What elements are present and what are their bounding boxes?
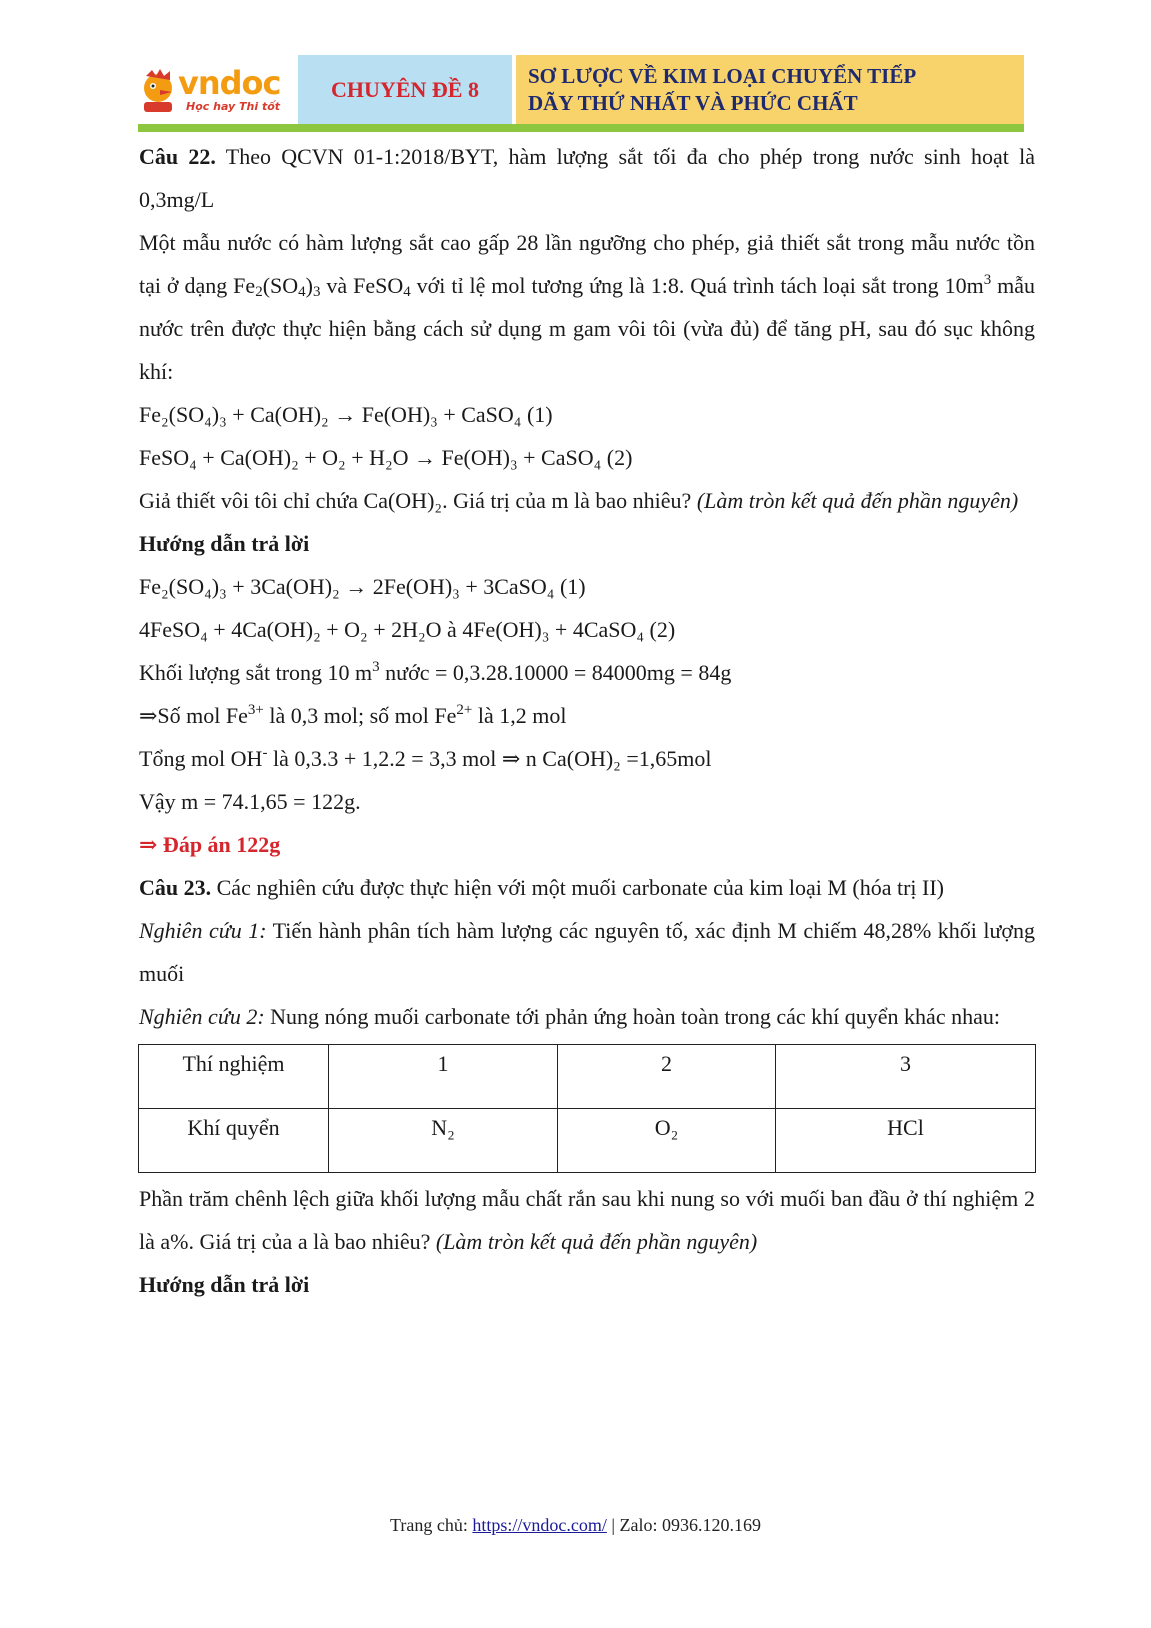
topic-box — [298, 55, 512, 125]
chapter-title-line2: DÃY THỨ NHẤT VÀ PHỨC CHẤT — [528, 91, 858, 115]
mascot-icon — [138, 68, 180, 114]
homepage-link[interactable]: https://vndoc.com/ — [472, 1515, 607, 1535]
table-cell: Thí nghiệm — [139, 1045, 329, 1109]
q22-solution-eq2: 4FeSO₄ + 4Ca(OH)₂ + O₂ + 2H₂O à 4Fe(OH)₃ + 4CaSO₄ (2) — [139, 617, 676, 642]
q22-solution-result: Vậy m = 74.1,65 = 122g. — [139, 789, 361, 814]
q22-answer: ⇒ Đáp án 122g — [139, 832, 281, 857]
experiment-table — [138, 1044, 1036, 1173]
q22-solution-moles: ⇒Số mol $Fe^{3+}$ là 0,3 mol; số mol $Fe^{2+}$ là 1,2 mol — [139, 702, 567, 728]
q22-solution-mass: Khối lượng sắt trong 10 $m^3$ nước = 0,3.28.10000 = 84000mg = 84g — [139, 659, 732, 685]
page-footer: Trang chủ: https://vndoc.com/ | Zalo: 0936.120.169 — [390, 1515, 761, 1535]
q23-study-2: Nghiên cứu 2: Nung nóng muối carbonate tới phản ứng hoàn toàn trong các khí quyển khác nhau: — [139, 1004, 1000, 1029]
chapter-title-line1: SƠ LƯỢC VỀ KIM LOẠI CHUYỂN TIẾP — [528, 64, 917, 88]
logo-slogan: Học hay Thi tốt — [186, 100, 281, 113]
q23-question: Phần trăm chênh lệch giữa khối lượng mẫu chất rắn sau khi nung so với muối ban đầu ở thí nghiệm 2 là a%. Giá trị của a là bao nhiêu? (Làm tròn kết quả đến phần nguyên) — [139, 1186, 1035, 1254]
q22-solution-oh: Tổng mol OH- là 0,3.3 + 1,2.2 = 3,3 mol ⇒ n Ca(OH)₂ =1,65mol — [139, 745, 712, 771]
header-divider — [138, 124, 1024, 132]
table-cell: Khí quyển — [139, 1109, 329, 1173]
q22-intro: Câu 22. Theo QCVN 01-1:2018/BYT, hàm lượng sắt tối đa cho phép trong nước sinh hoạt là 0,3mg/L — [139, 144, 1035, 212]
q22-equation-2: FeSO₄ + Ca(OH)₂ + O₂ + H₂O → Fe(OH)₃ + CaSO₄ (2) — [139, 445, 633, 470]
q22-equation-1: Fe₂(SO₄)₃ + Ca(OH)₂ → Fe(OH)₃ + CaSO₄ (1) — [139, 402, 553, 427]
q23-label: Câu 23. — [139, 875, 212, 900]
table-cell: 2 — [558, 1045, 776, 1109]
table-row — [139, 1045, 1036, 1109]
topic-label: CHUYÊN ĐỀ 8 — [331, 77, 479, 102]
q23-intro: Câu 23. Các nghiên cứu được thực hiện với một muối carbonate của kim loại M (hóa trị II) — [139, 875, 945, 900]
table-cell: 3 — [776, 1045, 1036, 1109]
q23-study-1: Nghiên cứu 1: Tiến hành phân tích hàm lượng các nguyên tố, xác định M chiếm 48,28% khối lượng muối — [139, 918, 1036, 986]
logo-text: vndoc — [178, 64, 281, 102]
q22-problem: Một mẫu nước có hàm lượng sắt cao gấp 28 lần ngưỡng cho phép, giả thiết sắt trong mẫu nước tồn tại ở dạng $Fe_2(SO_4)_3$ và FeSO$_4$ với tỉ lệ mol tương ứng là 1:8. Quá trình tách loại sắt trong $10m^3$ mẫu nước trên được thực hiện bằng cách sử dụng m gam vôi tôi (vừa đủ) để tăng pH, sau đó sục không khí: — [139, 230, 1035, 384]
q22-solution-eq1: Fe₂(SO₄)₃ + 3Ca(OH)₂ → 2Fe(OH)₃ + 3CaSO₄ (1) — [139, 574, 586, 599]
vndoc-logo — [138, 60, 288, 122]
q23-guide-heading: Hướng dẫn trả lời — [139, 1272, 310, 1297]
q22-guide-heading: Hướng dẫn trả lời — [139, 531, 310, 556]
table-row — [139, 1109, 1036, 1173]
q22-label: Câu 22. — [139, 144, 216, 169]
document-body — [139, 135, 1035, 1306]
table-cell: N₂ — [329, 1109, 558, 1173]
q22-question: Giả thiết vôi tôi chỉ chứa Ca(OH)₂. Giá trị của m là bao nhiêu? (Làm tròn kết quả đến phần nguyên) — [139, 488, 1019, 513]
table-cell: O₂ — [558, 1109, 776, 1173]
table-cell: HCl — [776, 1109, 1036, 1173]
table-cell: 1 — [329, 1045, 558, 1109]
chapter-title-box — [516, 55, 1024, 125]
